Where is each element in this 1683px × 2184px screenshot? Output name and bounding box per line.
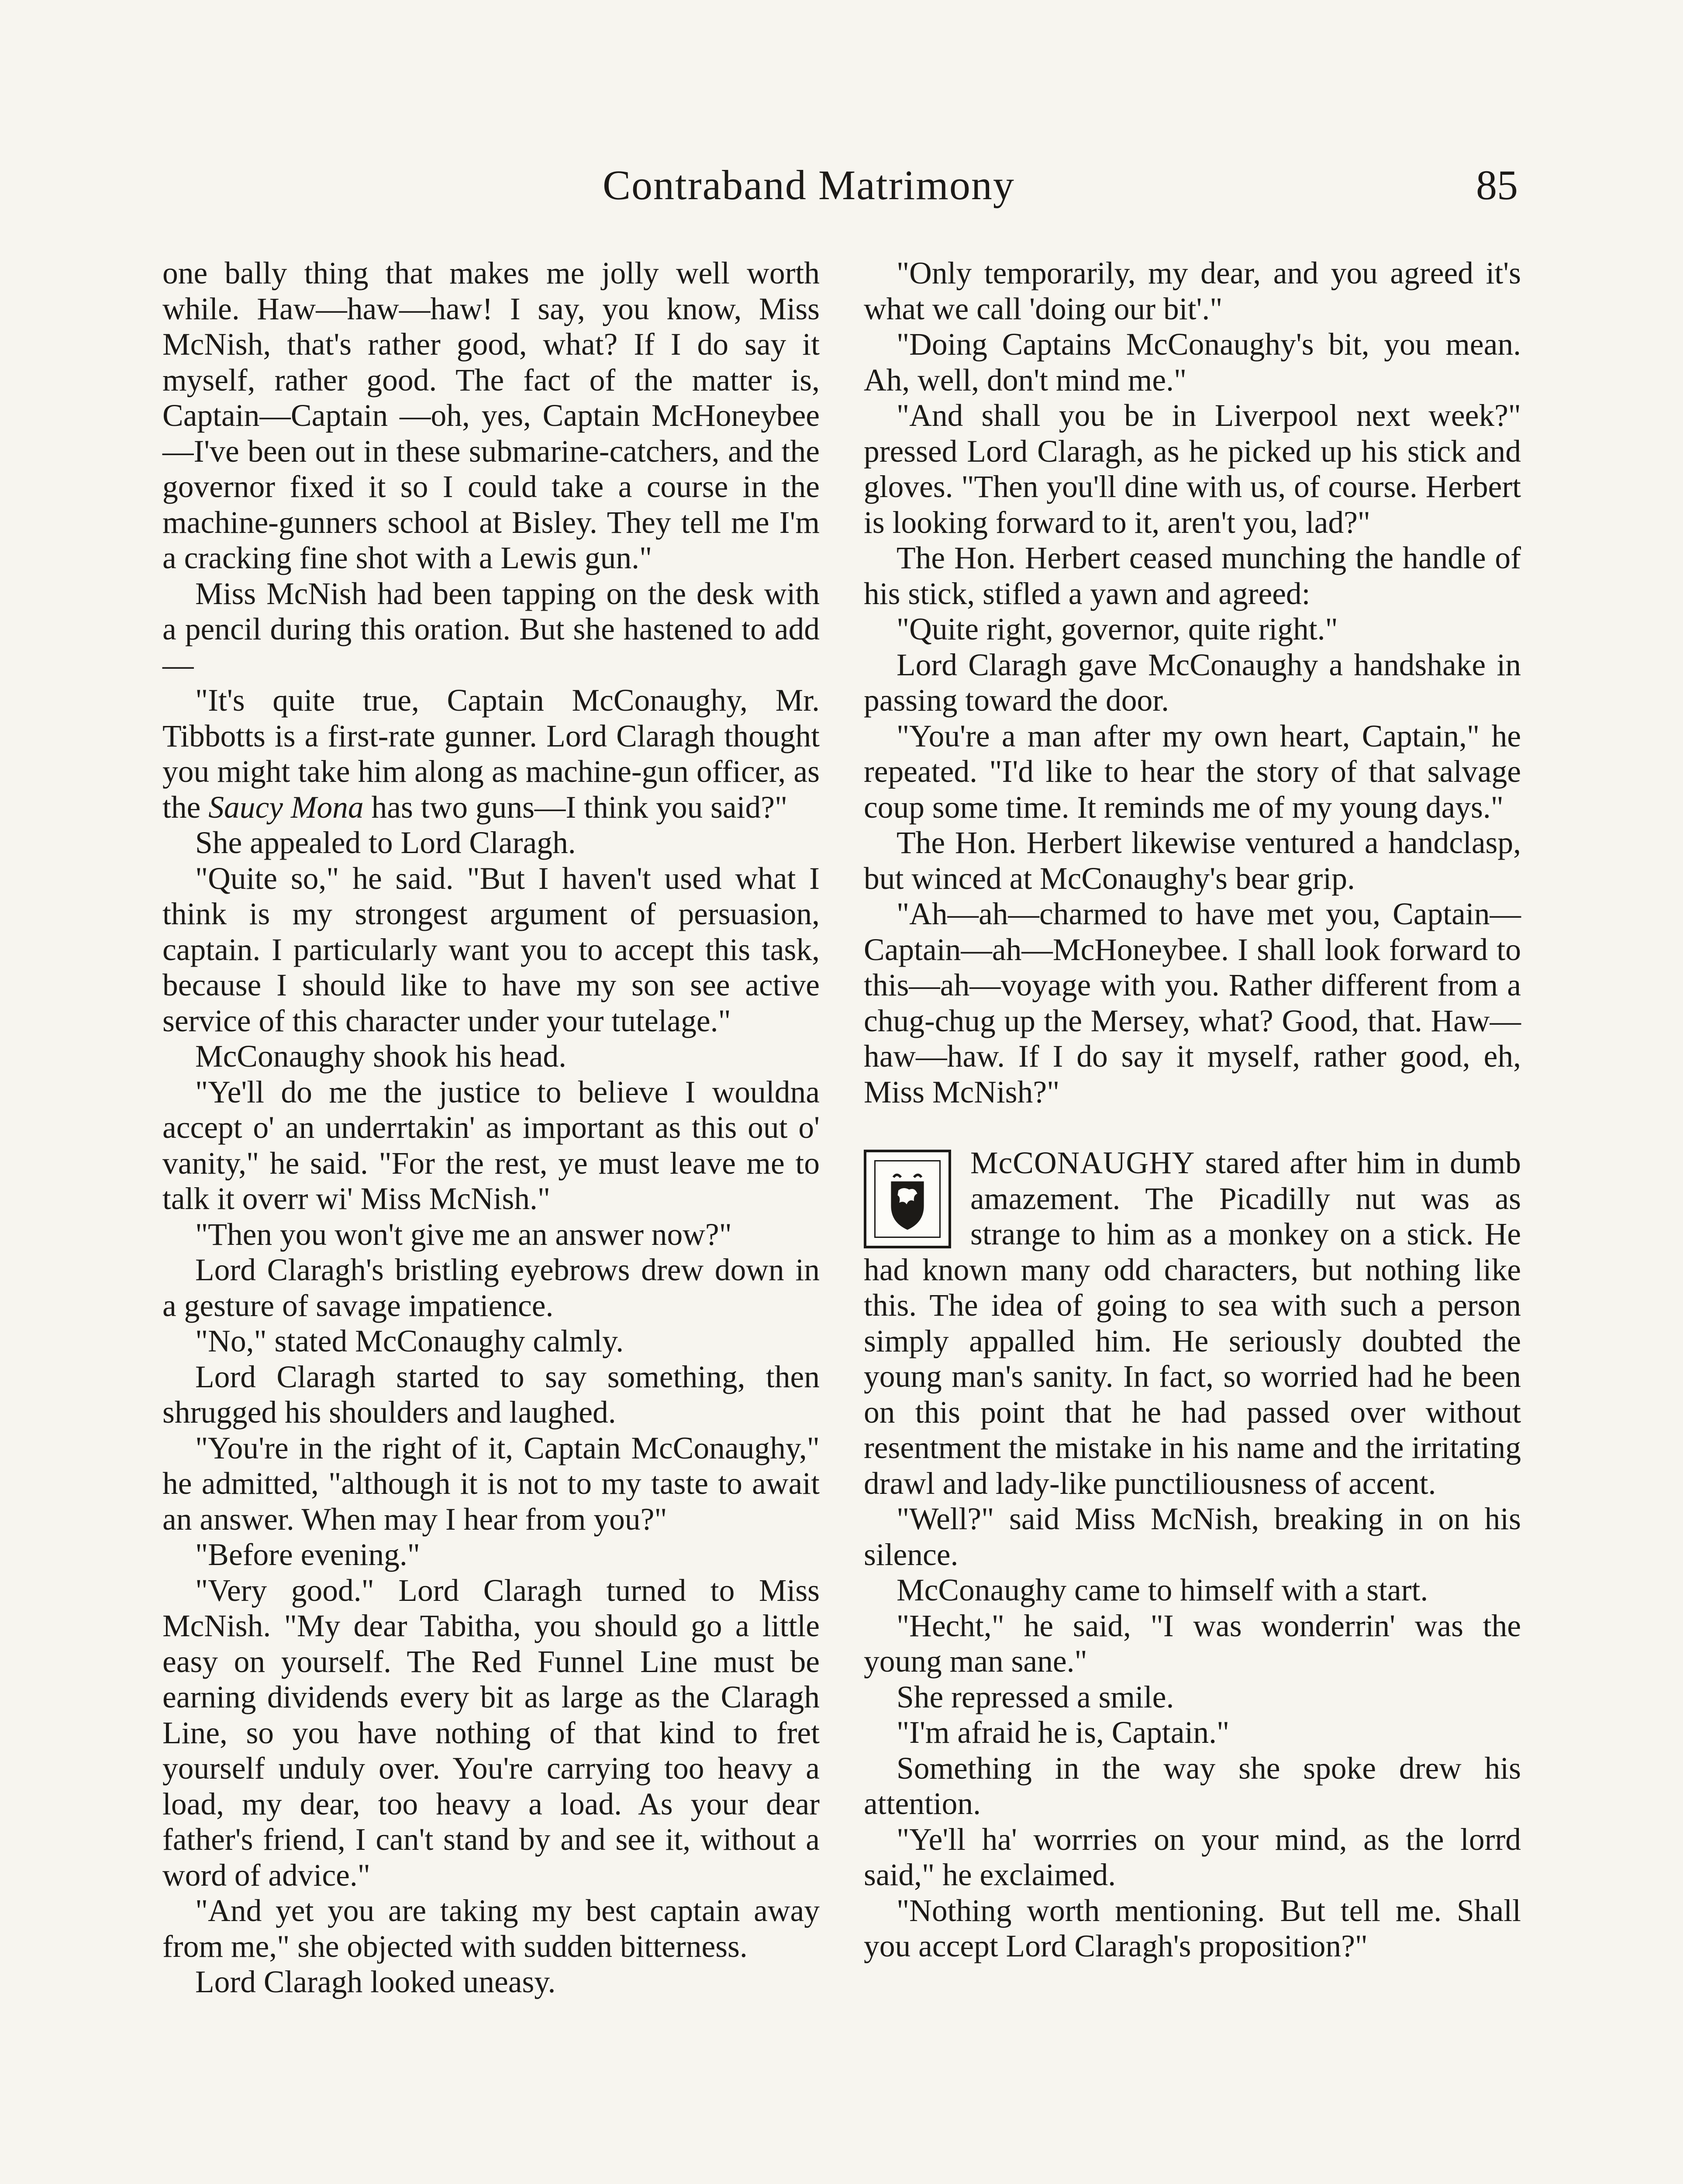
paragraph: "Ah—ah—charmed to have met you, Captain—Captain—ah—McHoneybee. I shall look forward to this—ah—voyage with you. Rather different from a chug-chug up the Mersey, what? Good, that. Haw—haw—haw. If I do say it myself, rather good, eh, Miss McNish?" <box>864 897 1521 1109</box>
paragraph <box>162 683 820 825</box>
paragraph: "You're a man after my own heart, Captain," he repeated. "I'd like to hear the story of that salvage coup some time. It reminds me of my young days." <box>864 719 1521 825</box>
paragraph: "Hecht," he said, "I was wonderrin' was the young man sane." <box>864 1608 1521 1679</box>
section-opening-paragraph <box>864 1145 1521 1501</box>
paragraph: "You're in the right of it, Captain McConaughy," he admitted, "although it is not to my taste to await an answer. When may I hear from you?" <box>162 1431 820 1537</box>
paragraph: "Well?" said Miss McNish, breaking in on his silence. <box>864 1502 1521 1572</box>
paragraph: Miss McNish had been tapping on the desk with a pencil during this oration. But she hastened to add— <box>162 576 820 682</box>
paragraph: Something in the way she spoke drew his attention. <box>864 1751 1521 1821</box>
paragraph: "Quite right, governor, quite right." <box>897 612 1338 646</box>
paragraph: "Before evening." <box>195 1538 420 1572</box>
paragraph: "And shall you be in Liverpool next week?" pressed Lord Claragh, as he picked up his stick and gloves. "Then you'll dine with us, of course. Herbert is looking forward to it, aren't you, lad?" <box>864 398 1521 540</box>
paragraph: "Quite so," he said. "But I haven't used what I think is my strongest argument of persuasion, captain. I particularly want you to accept this task, because I should like to have my son see active service of this character under your tutelage." <box>162 861 820 1038</box>
paragraph: Lord Claragh looked uneasy. <box>195 1965 556 1999</box>
paragraph: Lord Claragh started to say something, then shrugged his shoulders and laughed. <box>162 1359 820 1430</box>
page-header <box>0 161 1683 218</box>
paragraph: "Ye'll ha' worrries on your mind, as the lorrd said," he exclaimed. <box>864 1822 1521 1892</box>
paragraph: McConaughy shook his head. <box>195 1039 566 1074</box>
paragraph: "No," stated McConaughy calmly. <box>195 1324 624 1358</box>
paragraph-text: stared after him in dumb amazement. The Picadilly nut was as strange to him as a monkey on a stick. He had known many odd characters, but nothing like this. The idea of going to sea with such a person simply appalled him. He seriously doubted the young man's sanity. In fact, so worried had he been on this point that he had passed over without resentment the mistake in his name and the irritating drawl and lady-like punctiliousness of accent. <box>864 1146 1521 1501</box>
paragraph: McConaughy came to himself with a start. <box>897 1573 1428 1607</box>
paragraph: "Doing Captains McConaughy's bit, you mean. Ah, well, don't mind me." <box>864 327 1521 397</box>
paragraph: "Ye'll do me the justice to believe I wouldna accept o' an underrtakin' as important as this out o' vanity," he said. "For the rest, ye must leave me to talk it overr wi' Miss McNish." <box>162 1075 820 1216</box>
right-column <box>864 256 1521 1964</box>
left-column <box>162 256 820 2000</box>
paragraph: "Very good." Lord Claragh turned to Miss McNish. "My dear Tabitha, you should go a little easy on yourself. The Red Funnel Line must be earning dividends every bit as large as the Claragh Line, so you have nothing of that kind to fret yourself unduly over. You're carrying too heavy a load, my dear, too heavy a load. As your dear father's friend, I can't stand by and see it, without a word of advice." <box>162 1573 820 1893</box>
paragraph: Lord Claragh gave McConaughy a handshake in passing toward the door. <box>864 647 1521 718</box>
paragraph: "And yet you are taking my best captain away from me," she objected with sudden bitterness. <box>162 1894 820 1964</box>
lead-word: McCONAUGHY <box>970 1146 1195 1180</box>
paragraph: "Then you won't give me an answer now?" <box>195 1217 732 1252</box>
heraldic-lion-shield-icon <box>864 1150 951 1248</box>
paragraph: "Only temporarily, my dear, and you agreed it's what we call 'doing our bit'." <box>864 256 1521 326</box>
paragraph: She repressed a smile. <box>897 1679 1174 1714</box>
paragraph: The Hon. Herbert likewise ventured a handclasp, but winced at McConaughy's bear grip. <box>864 826 1521 896</box>
ship-name: Saucy Mona <box>208 790 364 825</box>
paragraph: The Hon. Herbert ceased munching the handle of his stick, stifled a yawn and agreed: <box>864 541 1521 611</box>
paragraph: one bally thing that makes me jolly well worth while. Haw—haw—haw! I say, you know, Miss McNish, that's rather good, what? If I do say it myself, rather good. The fact of the matter is, Captain—Captain —oh, yes, Captain McHoneybee—I've been out in these submarine-catchers, and the governor fixed it so I could take a course in the machine-gunners school at Bisley. They tell me I'm a cracking fine shot with a Lewis gun." <box>162 256 820 575</box>
paragraph: She appealed to Lord Claragh. <box>195 826 576 860</box>
paragraph: Lord Claragh's bristling eyebrows drew down in a gesture of savage impatience. <box>162 1253 820 1323</box>
lion-shield-icon <box>866 1152 948 1246</box>
paragraph-text: has two guns—I think you said?" <box>371 790 788 825</box>
running-title: Contraband Matrimony <box>603 162 1015 208</box>
paragraph: "I'm afraid he is, Captain." <box>897 1715 1230 1750</box>
page-number: 85 <box>1476 162 1518 208</box>
paragraph-text: "It's quite true, Captain McConaughy, Mr. Tibbotts is a first-rate gunner. Lord Claragh thought you might take him along as machine-gun officer, as the <box>162 683 820 825</box>
paragraph: "Nothing worth mentioning. But tell me. Shall you accept Lord Claragh's proposition?" <box>864 1893 1521 1963</box>
